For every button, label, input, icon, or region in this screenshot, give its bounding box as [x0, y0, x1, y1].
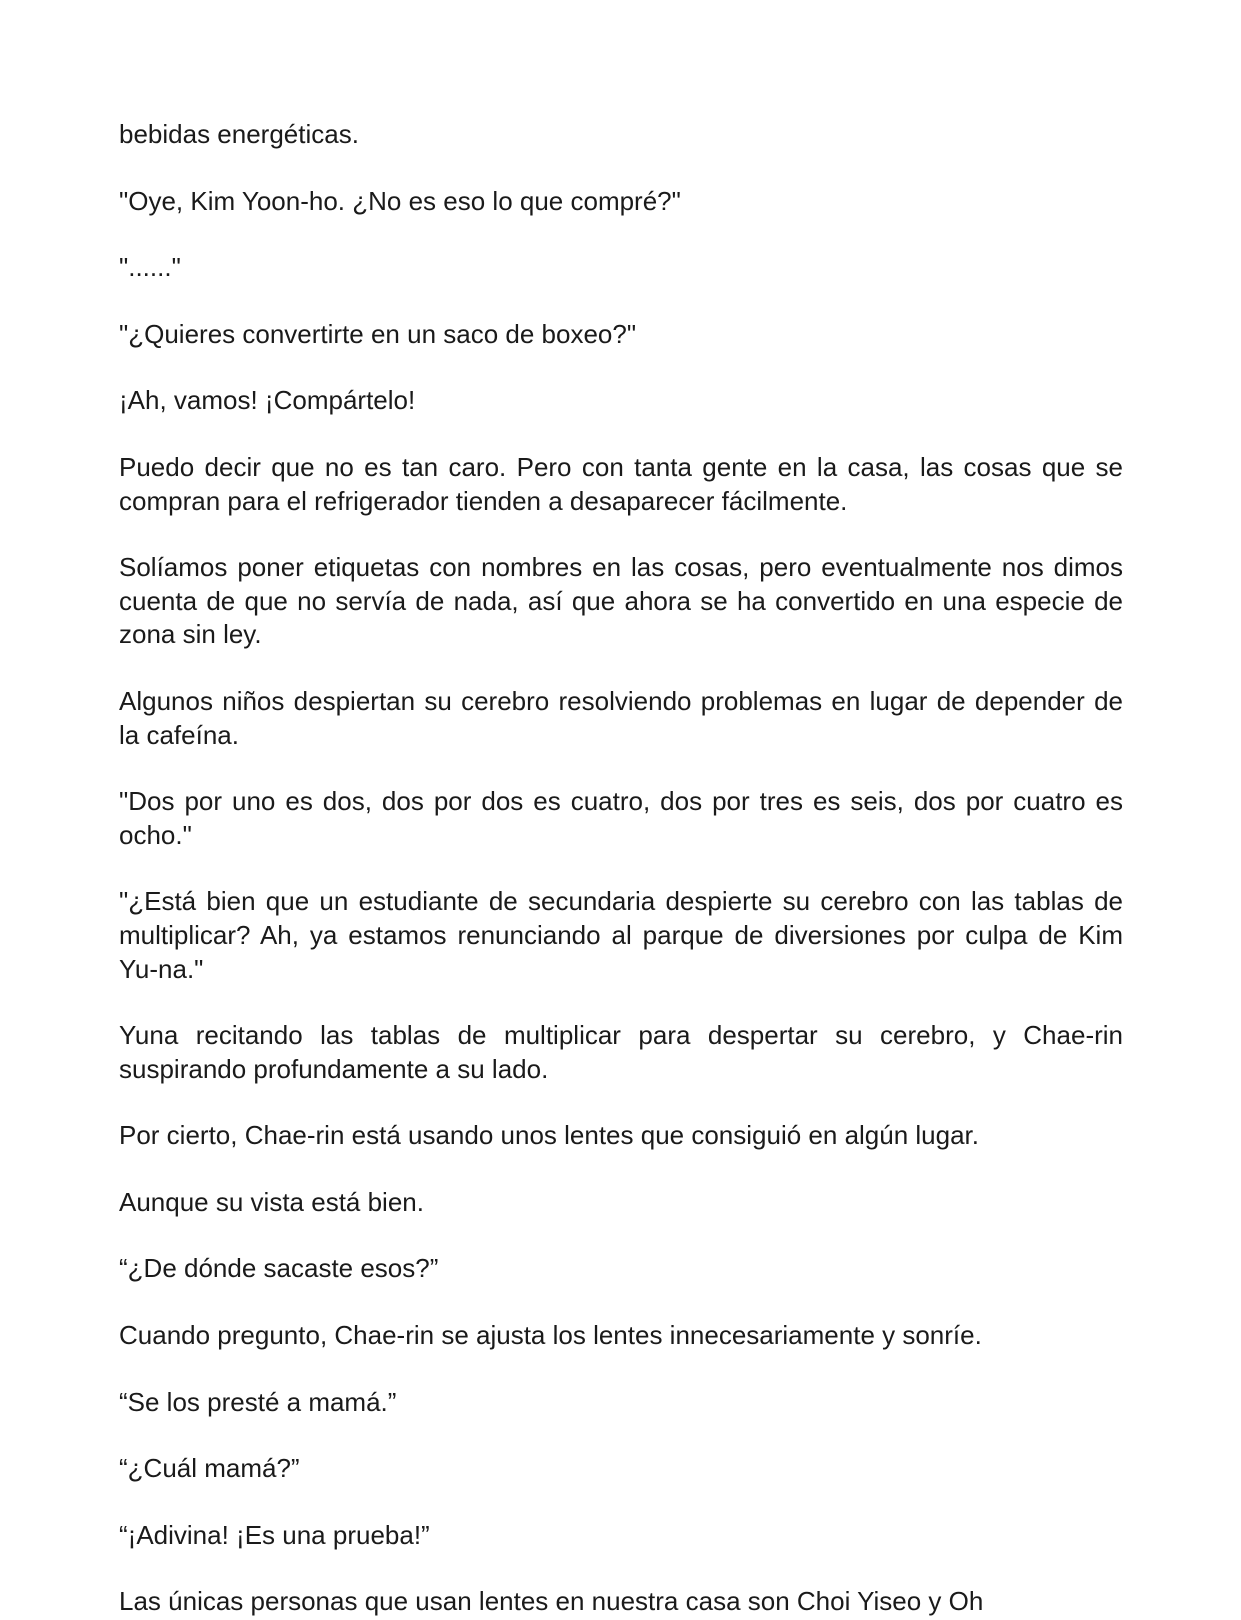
paragraph: "¿Quieres convertirte en un saco de boxeo?" — [119, 318, 637, 349]
paragraph: Por cierto, Chae-rin está usando unos lentes que consiguió en algún lugar. — [119, 1120, 980, 1151]
paragraph: Cuando pregunto, Chae-rin se ajusta los lentes innecesariamente y sonríe. — [119, 1320, 982, 1351]
paragraph: Solíamos poner etiquetas con nombres en las cosas, pero eventualmente nos dimos cuenta de que no servía de nada, así que ahora se ha convertido en una especie de zona sin ley. — [119, 552, 1123, 650]
paragraph: "......" — [119, 252, 181, 283]
paragraph: "Dos por uno es dos, dos por dos es cuatro, dos por tres es seis, dos por cuatro es ocho." — [119, 786, 1123, 850]
paragraph: Puedo decir que no es tan caro. Pero con tanta gente en la casa, las cosas que se compran para el refrigerador tienden a desaparecer fácilmente. — [119, 451, 1123, 516]
paragraph: bebidas energéticas. — [119, 119, 359, 149]
paragraph: "Oye, Kim Yoon-ho. ¿No es eso lo que compré?" — [119, 185, 681, 216]
paragraph: Las únicas personas que usan lentes en nuestra casa son Choi Yiseo y Oh — [119, 1586, 984, 1617]
paragraph: Algunos niños despiertan su cerebro resolviendo problemas en lugar de depender de la cafeína. — [119, 685, 1123, 750]
paragraph: “¡Adivina! ¡Es una prueba!” — [119, 1519, 430, 1550]
body-text — [119, 118, 1123, 1620]
paragraph: Yuna recitando las tablas de multiplicar para despertar su cerebro, y Chae-rin suspirando profundamente a su lado. — [119, 1020, 1123, 1084]
paragraph: Aunque su vista está bien. — [119, 1186, 424, 1217]
paragraph: ¡Ah, vamos! ¡Compártelo! — [119, 385, 416, 416]
paragraph: “¿De dónde sacaste esos?” — [119, 1253, 439, 1284]
paragraph: "¿Está bien que un estudiante de secundaria despierte su cerebro con las tablas de multiplicar? Ah, ya estamos renunciando al parque de diversiones por culpa de Kim Yu-na." — [119, 886, 1123, 984]
paragraph: “¿Cuál mamá?” — [119, 1453, 300, 1484]
paragraph: “Se los presté a mamá.” — [119, 1386, 397, 1417]
